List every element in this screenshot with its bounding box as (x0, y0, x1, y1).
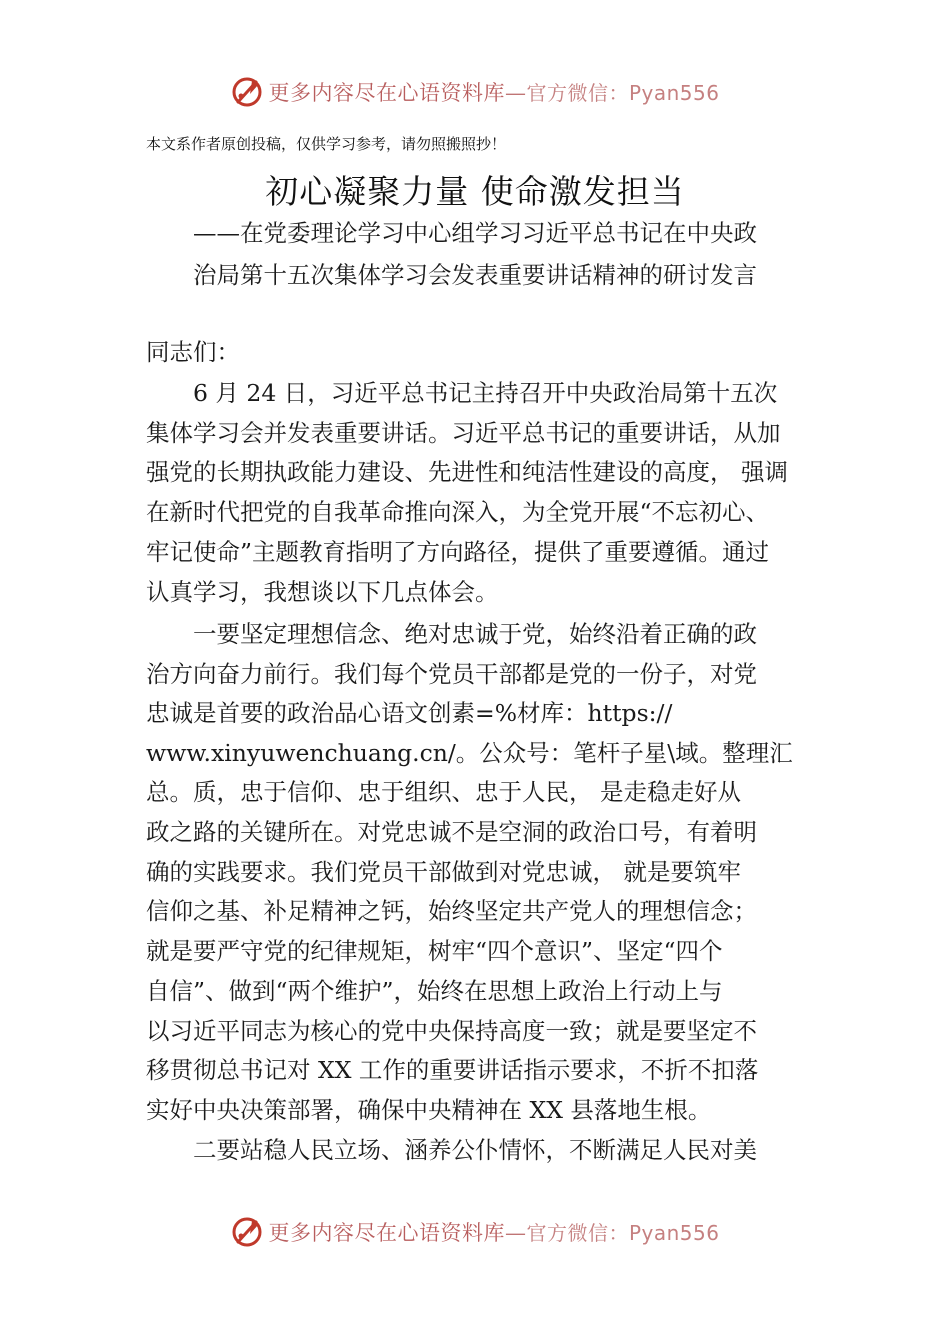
banner-wechat-text: 官方微信：Pyan556 (526, 81, 720, 105)
body-text-line: 强党的长期执政能力建设、先进性和纯洁性建设的高度， 强调 (146, 458, 788, 486)
body-text-line: 自信”、做到“两个维护”，始终在思想上政治上行动上与 (146, 977, 723, 1005)
body-text-line: 总。质，忠于信仰、忠于组织、忠于人民， 是走稳走好从 (146, 778, 741, 806)
body-text-line: 就是要严守党的纪律规矩，树牢“四个意识”、坚定“四个 (146, 937, 723, 965)
body-text-line: 以习近平同志为核心的党中央保持高度一致；就是要坚定不 (146, 1017, 757, 1045)
body-text-line: 一要坚定理想信念、绝对忠诚于党，始终沿着正确的政 (146, 620, 757, 648)
body-text-line: 政之路的关键所在。对党忠诚不是空洞的政治口号，有着明 (146, 818, 757, 846)
body-text-line: 二要站稳人民立场、涵养公仆情怀，不断满足人民对美 (146, 1136, 757, 1164)
document-subtitle-line: ——在党委理论学习中心组学习习近平总书记在中央政 (193, 219, 757, 247)
banner-text (268, 77, 719, 107)
footer-banner (0, 1210, 950, 1254)
pen-logo-icon (230, 1215, 264, 1249)
banner-separator: — (504, 81, 527, 105)
document-subtitle-line: 治局第十五次集体学习会发表重要讲话精神的研讨发言 (193, 261, 757, 289)
body-text-line: 实好中央决策部署，确保中央精神在 XX 县落地生根。 (146, 1096, 712, 1124)
body-text-line: 在新时代把党的自我革命推向深入，为全党开展“不忘初心、 (146, 498, 770, 526)
document-title: 初心凝聚力量 使命激发担当 (265, 172, 685, 211)
body-text-line: 认真学习，我想谈以下几点体会。 (146, 578, 499, 606)
header-banner (0, 70, 950, 114)
body-text-line: 治方向奋力前行。我们每个党员干部都是党的一份子，对党 (146, 660, 757, 688)
copyright-notice: 本文系作者原创投稿，仅供学习参考，请勿照搬照抄！ (146, 135, 507, 153)
banner-separator: — (504, 1221, 527, 1245)
body-text-line: 确的实践要求。我们党员干部做到对党忠诚， 就是要筑牢 (146, 858, 741, 886)
body-text-line: 忠诚是首要的政治品心语文创素=%材库：https:// (146, 699, 673, 727)
body-text-line: www.xinyuwenchuang.cn/。公众号：笔杆子星\域。整理汇 (146, 739, 793, 767)
body-text-line: 牢记使命”主题教育指明了方向路径，提供了重要遵循。通过 (146, 538, 770, 566)
banner-library-text: 更多内容尽在心语资料库 (268, 81, 505, 105)
body-text-line: 集体学习会并发表重要讲话。习近平总书记的重要讲话，从加 (146, 419, 781, 447)
salutation: 同志们： (146, 338, 240, 366)
body-text-line: 信仰之基、补足精神之钙，始终坚定共产党人的理想信念； (146, 897, 757, 925)
body-text-line: 6 月 24 日，习近平总书记主持召开中央政治局第十五次 (146, 379, 778, 407)
banner-library-text: 更多内容尽在心语资料库 (268, 1221, 505, 1245)
pen-logo-icon (230, 75, 264, 109)
banner-text (268, 1217, 719, 1247)
body-text-line: 移贯彻总书记对 XX 工作的重要讲话指示要求，不折不扣落 (146, 1056, 759, 1084)
banner-wechat-text: 官方微信：Pyan556 (526, 1221, 720, 1245)
